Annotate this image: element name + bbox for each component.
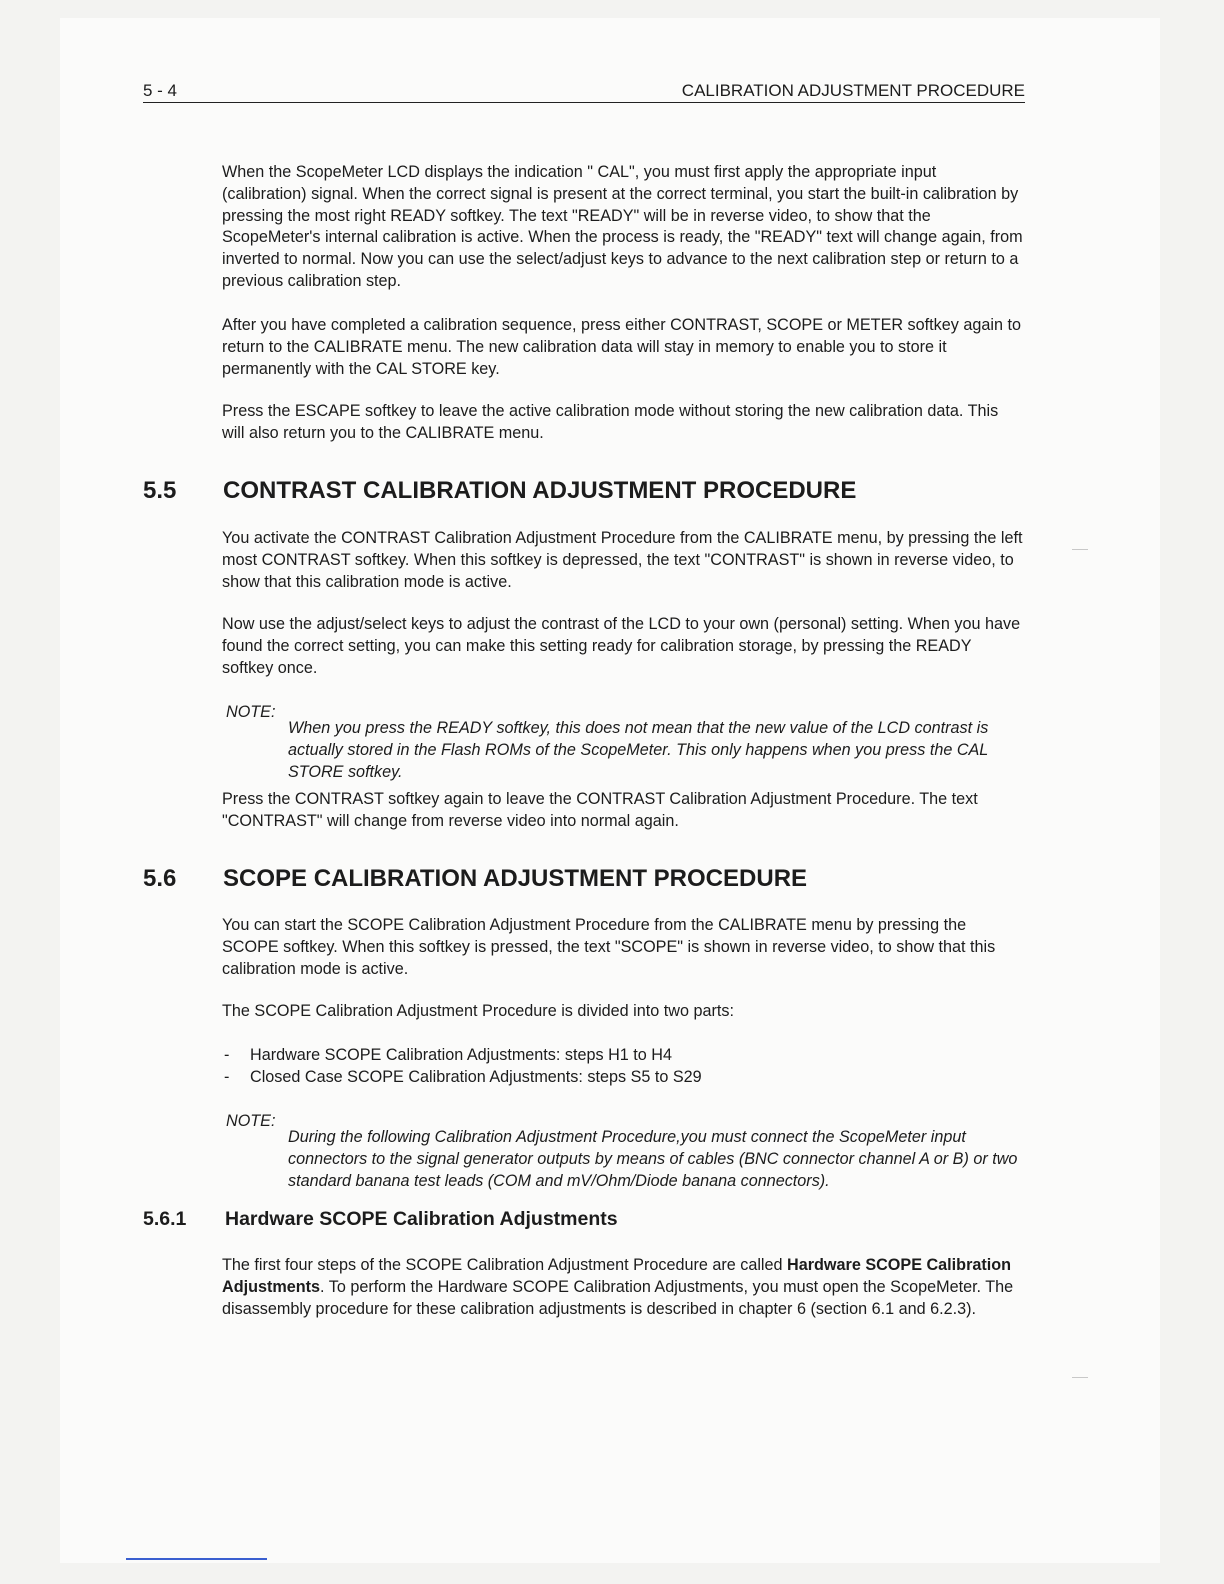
section-5-5-paragraph-3: Press the CONTRAST softkey again to leave the CONTRAST Calibration Adjustment Procedure. The text "CONTRAST" will change from reverse video into normal again. <box>222 790 978 830</box>
page-header <box>143 80 1025 103</box>
footer-rule <box>126 1558 267 1560</box>
intro-paragraph-2: After you have completed a calibration sequence, press either CONTRAST, SCOPE or METER softkey again to return to the CALIBRATE menu. The new calibration data will stay in memory to enable you to store it permanently with the CAL STORE key. <box>222 316 1021 378</box>
section-5-6-paragraph-2: The SCOPE Calibration Adjustment Procedure is divided into two parts: <box>222 1002 734 1020</box>
section-5-5-paragraph-2: Now use the adjust/select keys to adjust the contrast of the LCD to your own (personal) setting. When you have found the correct setting, you can make this setting ready for calibration storage, by pressing the READY softkey once. <box>222 615 1021 677</box>
list-item: - Hardware SCOPE Calibration Adjustments: steps H1 to H4 <box>224 1046 672 1064</box>
section-5-5-paragraph-1: You activate the CONTRAST Calibration Adjustment Procedure from the CALIBRATE menu, by pressing the left most CONTRAST softkey. When this softkey is depressed, the text "CONTRAST" is shown in reverse video, to show that this calibration mode is active. <box>222 529 1023 591</box>
intro-paragraph-3: Press the ESCAPE softkey to leave the active calibration mode without storing the new calibration data. This will also return you to the CALIBRATE menu. <box>222 402 999 442</box>
section-5-6-list <box>222 1045 1025 1089</box>
chapter-title: CALIBRATION ADJUSTMENT PROCEDURE <box>681 81 1025 100</box>
section-5-5-note: NOTE: When you press the READY softkey, this does not mean that the new value of the LCD contrast is actually stored in the Flash ROMs of the ScopeMeter. This only happens when you press the CAL STORE softkey. <box>226 703 989 781</box>
list-item: - Closed Case SCOPE Calibration Adjustments: steps S5 to S29 <box>224 1067 702 1086</box>
section-5-6-note: NOTE: During the following Calibration Adjustment Procedure,you must connect the ScopeMeter input connectors to the signal generator outputs by means of cables (BNC connector channel A or B) or two standard banana test leads (COM and mV/Ohm/Diode banana connectors). <box>226 1112 1018 1190</box>
scan-mark <box>1072 549 1088 550</box>
section-5-6-paragraph-1: You can start the SCOPE Calibration Adjustment Procedure from the CALIBRATE menu by pressing the SCOPE softkey. When this softkey is pressed, the text "SCOPE" is shown in reverse video, to show that this calibration mode is active. <box>222 916 996 978</box>
intro-paragraph-1: When the ScopeMeter LCD displays the indication " CAL", you must first apply the appropriate input (calibration) signal. When the correct signal is present at the correct terminal, you start the built-in calibration by pressing the most right READY softkey. The text "READY" will be in reverse video, to show that the ScopeMeter's internal calibration is active. When the process is ready, the "READY" text will change again, from inverted to normal. Now you can use the select/adjust keys to advance to the next calibration step or return to a previous calibration step. <box>222 163 1023 290</box>
section-5-6-1-paragraph-1: The first four steps of the SCOPE Calibration Adjustment Procedure are called Hardware SCOPE Calibration Adjustments. To perform the Hardware SCOPE Calibration Adjustments, you must open the ScopeMeter. The disassembly procedure for these calibration adjustments is described in chapter 6 (section 6.1 and 6.2.3). <box>222 1256 1014 1318</box>
scan-mark <box>1072 1377 1088 1378</box>
page-number: 5 - 4 <box>143 81 178 100</box>
